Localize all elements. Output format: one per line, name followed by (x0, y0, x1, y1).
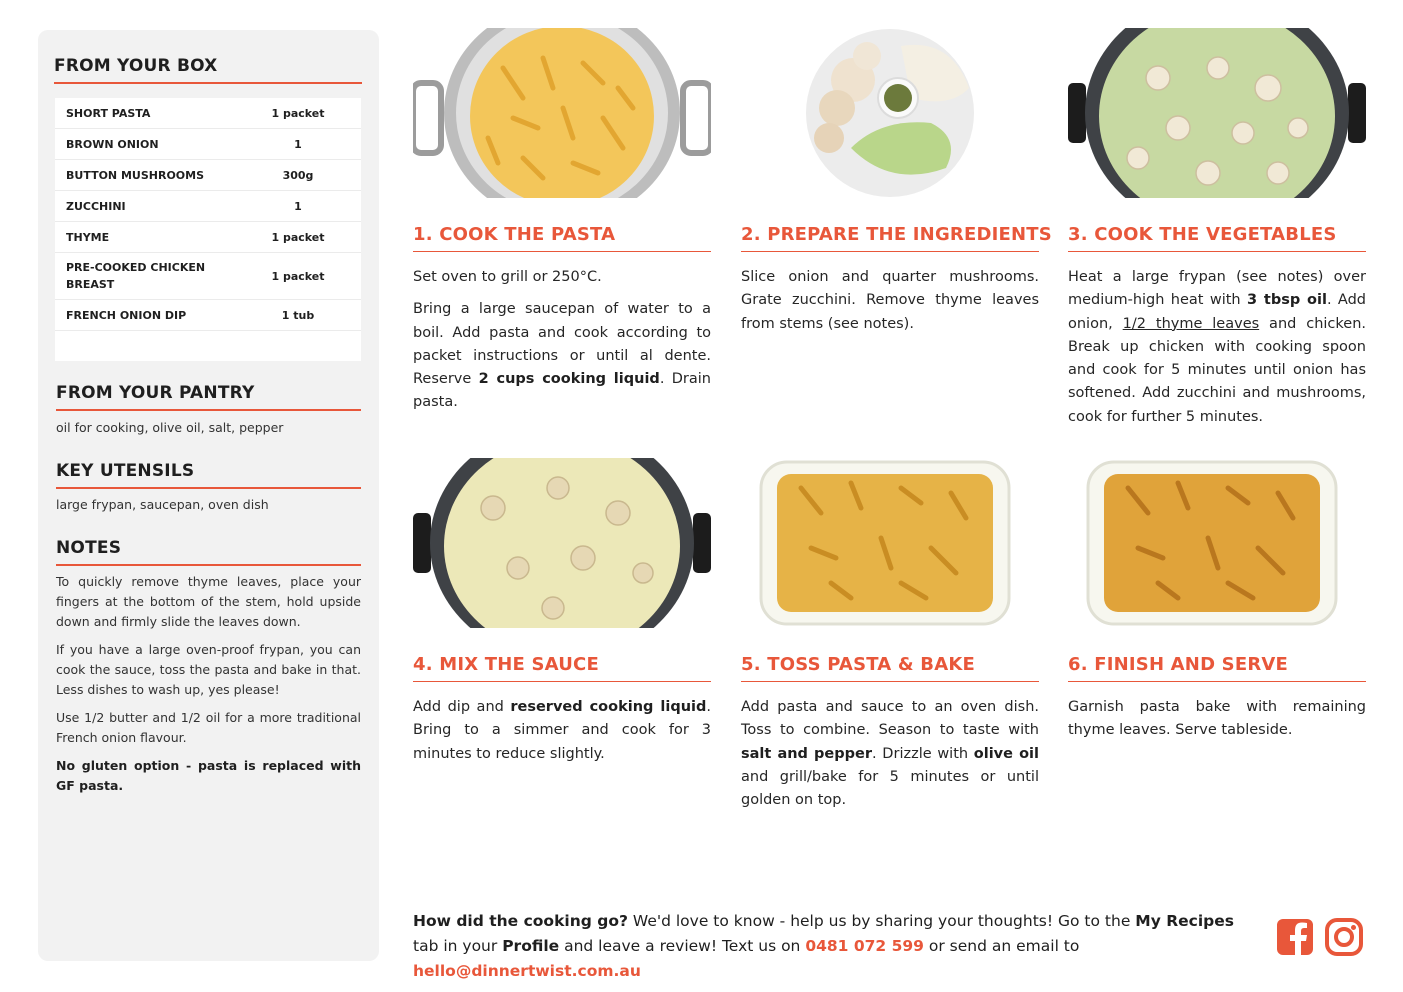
step-1-text: Set oven to grill or 250°C. (413, 269, 602, 285)
footer-text: and leave a review! Text us on (559, 937, 806, 955)
step-3-text-part: . Add onion, (1068, 292, 1366, 332)
step-4-text-part: . Bring to a simmer and cook for 3 minutes to reduce slightly. (413, 699, 711, 762)
step-3-bold: 3 tbsp oil (1247, 292, 1327, 309)
note-paragraph: If you have a large oven-proof frypan, you can cook the sauce, toss the pasta and bake in that. Less dishes to wash up, yes please! (56, 642, 361, 697)
step-1-photo (413, 28, 711, 198)
step-4-body (413, 696, 711, 775)
ingredient-row (55, 160, 361, 191)
feedback-footer (413, 909, 1263, 984)
from-your-pantry-heading: FROM YOUR PANTRY (56, 383, 361, 411)
facebook-icon[interactable] (1276, 918, 1314, 956)
from-your-box-heading: FROM YOUR BOX (54, 56, 362, 84)
ingredient-row (55, 129, 361, 160)
utensils-text: large frypan, saucepan, oven dish (56, 497, 269, 512)
ingredient-row (55, 222, 361, 253)
ingredient-qty: 1 packet (271, 230, 325, 244)
profile-label: Profile (502, 937, 560, 955)
ingredient-qty: 1 packet (271, 106, 325, 120)
step-6-body (1068, 696, 1366, 752)
step-5-body (741, 696, 1039, 821)
step-5-text (741, 696, 1039, 812)
key-utensils-heading: KEY UTENSILS (56, 461, 361, 489)
ingredient-name: THYME (66, 230, 110, 244)
step-4-text-part: Add dip and (413, 699, 511, 715)
ingredient-qty: 1 (294, 137, 302, 151)
step-3-text-part: Heat a large frypan (see notes) over medium-high heat with (1068, 269, 1366, 309)
ingredient-name: FRENCH ONION DIP (66, 308, 187, 322)
ingredient-row (55, 300, 361, 331)
ingredient-name: BUTTON MUSHROOMS (66, 168, 205, 182)
step-1-bold: 2 cups cooking liquid (478, 371, 660, 388)
ingredient-qty: 300g (282, 168, 314, 182)
step-1-text-part: Bring a large saucepan of water to a boil. Add pasta and cook according to packet instructions or until al dente. Reserve (413, 301, 711, 388)
step-5-bold: olive oil (973, 745, 1039, 762)
footer-text: tab in your (413, 937, 503, 955)
ingredient-qty: 1 (294, 199, 302, 213)
phone-number[interactable]: 0481 072 599 (805, 937, 924, 955)
ingredient-name: BROWN ONION (66, 137, 159, 151)
ingredient-row (55, 98, 361, 129)
ingredient-qty: 1 tub (281, 308, 315, 322)
step-3-text-part: and chicken. Break up chicken with cooking spoon and cook for 5 minutes until onion has softened. Add zucchini and mushrooms, cook for further 5 minutes. (1068, 315, 1366, 425)
gluten-note: No gluten option - pasta is replaced with GF pasta. (56, 758, 361, 793)
step-4-bold: reserved cooking liquid (510, 699, 707, 715)
step-3-photo (1068, 28, 1366, 198)
instagram-icon[interactable] (1325, 918, 1363, 956)
step-3-underline: 1/2 thyme leaves (1122, 315, 1260, 332)
step-1-text (413, 298, 711, 414)
step-2-photo (741, 28, 1039, 198)
note-paragraph: To quickly remove thyme leaves, place your fingers at the bottom of the stem, hold upside down and firmly slide the leaves down. (56, 574, 361, 629)
step-3-text (1068, 266, 1366, 429)
step-2-body (741, 266, 1039, 345)
note-paragraph: Use 1/2 butter and 1/2 oil for a more traditional French onion flavour. (56, 710, 361, 745)
step-6-photo (1068, 458, 1366, 628)
notes-list (56, 572, 361, 804)
ingredient-row (55, 191, 361, 222)
step-5-text-part: Add pasta and sauce to an oven dish. Toss to combine. Season to taste with (741, 699, 1039, 739)
step-3-body (1068, 266, 1366, 438)
step-2-title: 2. PREPARE THE INGREDIENTS (741, 224, 1039, 252)
step-4-photo (413, 458, 711, 628)
step-5-title: 5. TOSS PASTA & BAKE (741, 654, 1039, 682)
step-1-body (413, 266, 711, 424)
footer-text: or send an email to (923, 937, 1080, 955)
ingredient-name: SHORT PASTA (66, 106, 151, 120)
step-4-text (413, 696, 711, 766)
step-6-text: Garnish pasta bake with remaining thyme leaves. Serve tableside. (1068, 699, 1366, 739)
footer-question: How did the cooking go? (413, 912, 628, 930)
step-2-text: Slice onion and quarter mushrooms. Grate zucchini. Remove thyme leaves from stems (see notes). (741, 269, 1039, 332)
ingredient-qty: 1 packet (271, 269, 325, 283)
ingredients-sidebar (38, 30, 379, 961)
step-4-title: 4. MIX THE SAUCE (413, 654, 711, 682)
ingredients-table (55, 98, 361, 361)
ingredient-name: ZUCCHINI (66, 199, 126, 213)
ingredient-name: PRE-COOKED CHICKEN BREAST (66, 261, 206, 291)
step-5-text-part: and grill/bake for 5 minutes or until golden on top. (741, 768, 1039, 809)
step-6-title: 6. FINISH AND SERVE (1068, 654, 1366, 682)
step-3-title: 3. COOK THE VEGETABLES (1068, 224, 1366, 252)
footer-text: We'd love to know - help us by sharing your thoughts! Go to the (627, 912, 1136, 930)
ingredient-row (55, 253, 361, 300)
my-recipes-label: My Recipes (1135, 912, 1234, 930)
step-1-text-part: . Drain pasta. (413, 371, 711, 411)
pantry-text: oil for cooking, olive oil, salt, pepper (56, 420, 284, 435)
step-5-bold: salt and pepper (741, 745, 873, 762)
step-5-photo (741, 458, 1039, 628)
email-link[interactable]: hello@dinnertwist.com.au (413, 962, 641, 980)
step-1-title: 1. COOK THE PASTA (413, 224, 711, 252)
notes-heading: NOTES (56, 538, 361, 566)
step-5-text-part: . Drizzle with (872, 745, 974, 762)
